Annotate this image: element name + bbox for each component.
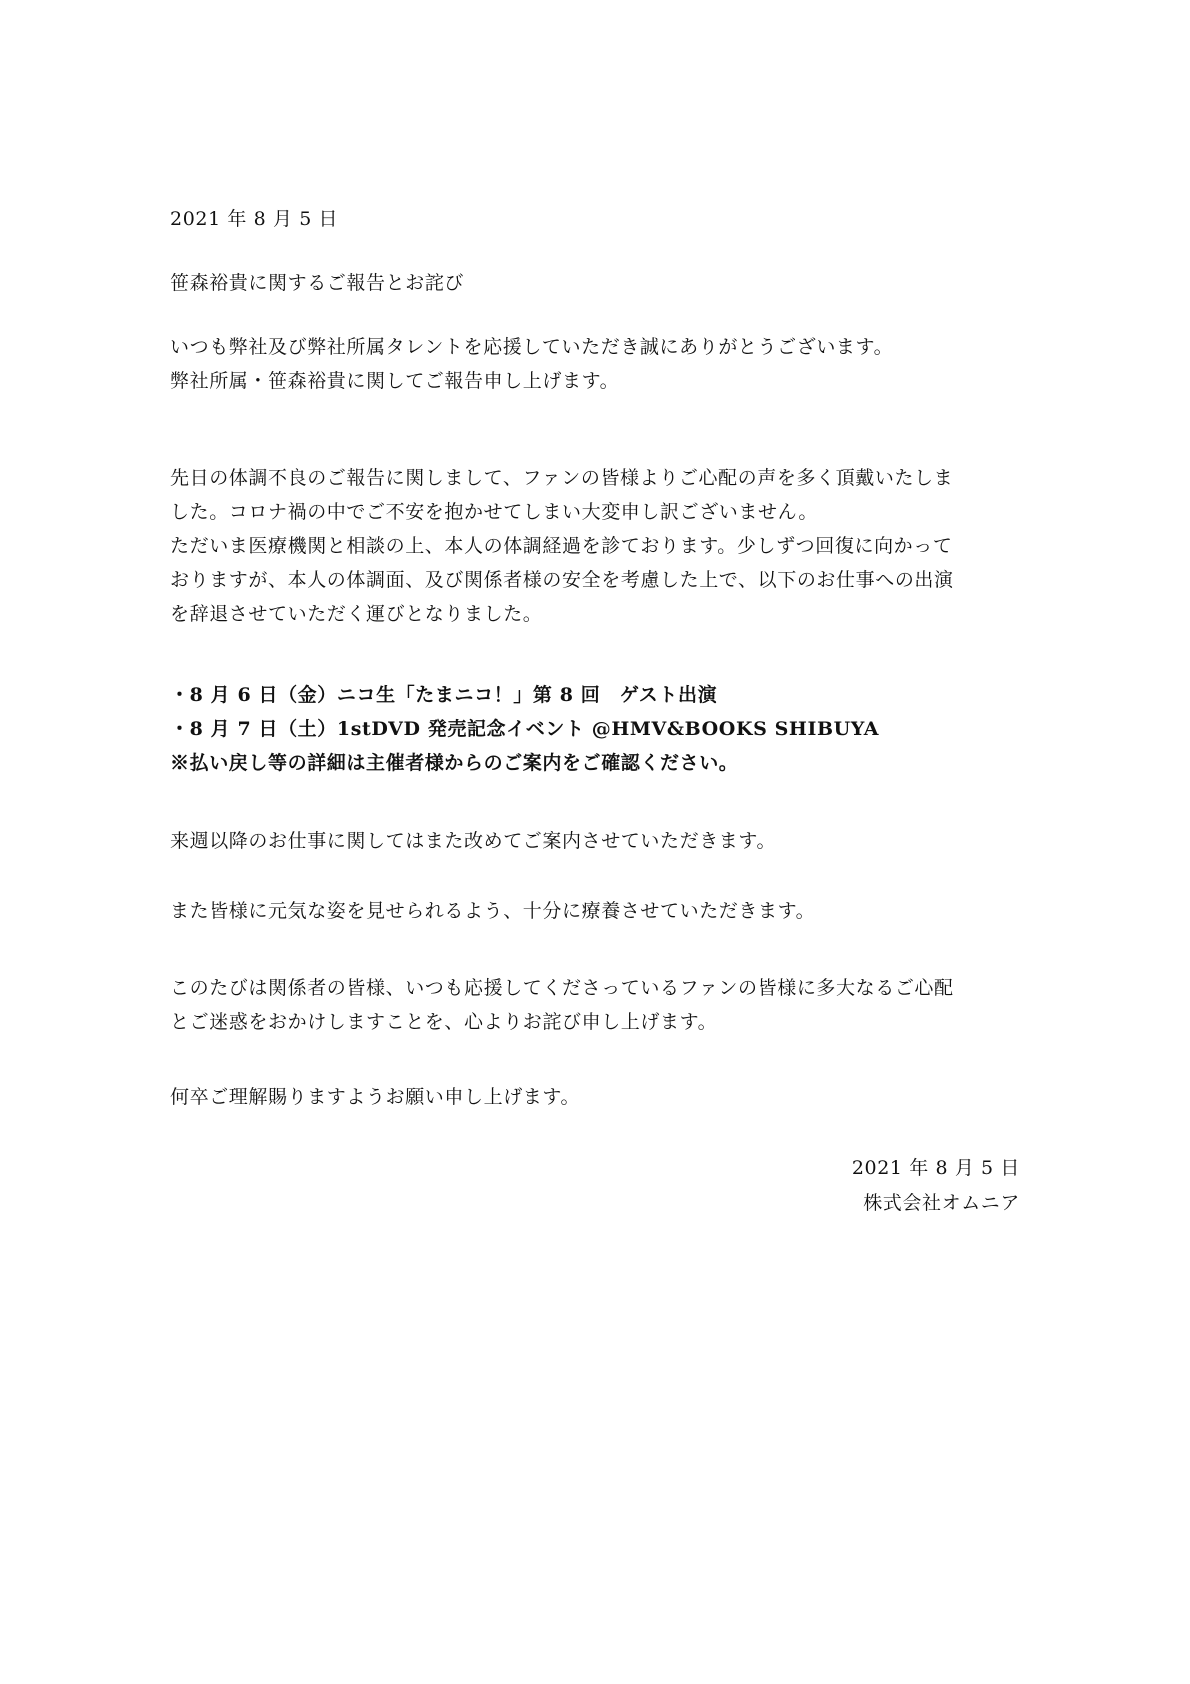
event-item-2: ・8 月 7 日（土）1stDVD 発売記念イベント @HMV&BOOKS SHIBUYA bbox=[170, 718, 880, 740]
body-line-1: 先日の体調不良のご報告に関しまして、ファンの皆様よりご心配の声を多く頂戴いたしま bbox=[170, 467, 954, 489]
apology-line-2: とご迷惑をおかけしますことを、心よりお詫び申し上げます。 bbox=[170, 1011, 718, 1033]
apology-line-1: このたびは関係者の皆様、いつも応援してくださっているファンの皆様に多大なるご心配 bbox=[170, 977, 954, 999]
recovery-note: また皆様に元気な姿を見せられるよう、十分に療養させていただきます。 bbox=[170, 900, 816, 922]
body-line-2: した。コロナ禍の中でご不安を抱かせてしまい大変申し訳ございません。 bbox=[170, 501, 818, 523]
body-line-4: おりますが、本人の体調面、及び関係者様の安全を考慮した上で、以下のお仕事への出演 bbox=[170, 569, 954, 591]
closing-line: 何卒ご理解賜りますようお願い申し上げます。 bbox=[170, 1086, 581, 1108]
body-line-3: ただいま医療機関と相談の上、本人の体調経過を診ております。少しずつ回復に向かって bbox=[170, 535, 953, 557]
next-week-note: 来週以降のお仕事に関してはまた改めてご案内させていただきます。 bbox=[170, 830, 777, 852]
document-date: 2021 年 8 月 5 日 bbox=[170, 208, 339, 230]
company-name: 株式会社オムニア bbox=[863, 1192, 1020, 1214]
body-line-5: を辞退させていただく運びとなりました。 bbox=[170, 603, 543, 625]
intro-line-2: 弊社所属・笹森裕貴に関してご報告申し上げます。 bbox=[170, 370, 620, 392]
intro-line-1: いつも弊社及び弊社所属タレントを応援していただき誠にありがとうございます。 bbox=[170, 336, 894, 358]
document-title: 笹森裕貴に関するご報告とお詫び bbox=[170, 272, 465, 294]
refund-note: ※払い戻し等の詳細は主催者様からのご案内をご確認ください。 bbox=[170, 752, 739, 774]
signature-date: 2021 年 8 月 5 日 bbox=[851, 1157, 1020, 1179]
event-item-1: ・8 月 6 日（金）ニコ生「たまニコ！」第 8 回 ゲスト出演 bbox=[170, 684, 718, 706]
